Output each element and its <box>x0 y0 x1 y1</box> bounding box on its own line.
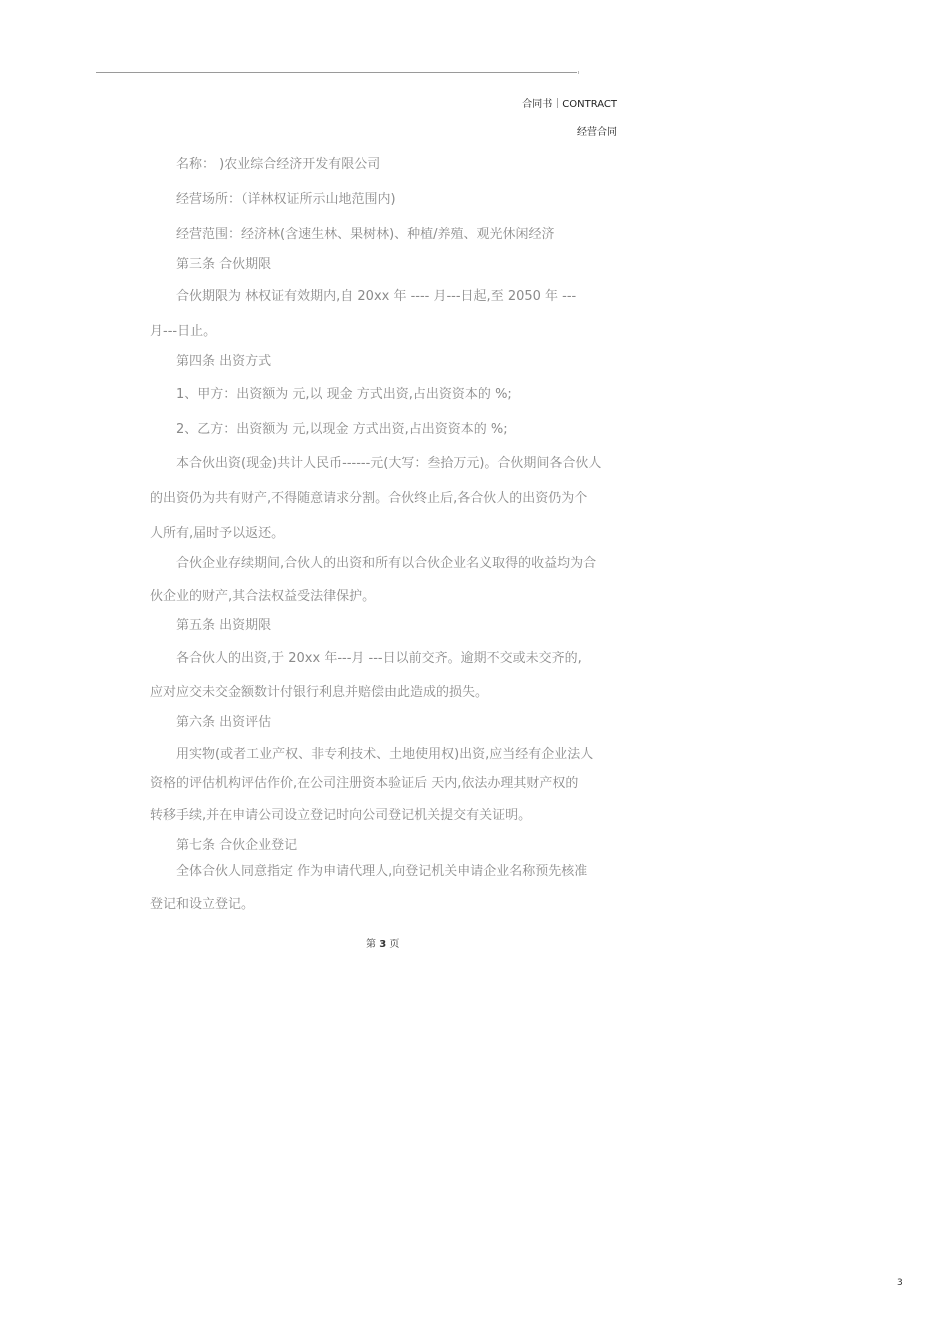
body-line: 全体合伙人同意指定 作为申请代理人,向登记机关申请企业名称预先核准 <box>176 864 588 879</box>
body-line: 资格的评估机构评估作价,在公司注册资本验证后 天内,依法办理其财产权的 <box>150 776 579 791</box>
body-line: 合伙期限为 林权证有效期内,自 20xx 年 ---- 月---日起,至 2050 年 --- <box>176 289 577 304</box>
page-suffix: 页 <box>389 939 400 950</box>
body-line: 月---日止。 <box>150 324 217 339</box>
page-number <box>366 935 399 950</box>
body-line: 经营场所：（详林权证所示山地范围内) <box>176 192 396 207</box>
body-line: 名称： )农业综合经济开发有限公司 <box>176 157 381 172</box>
article-heading: 第六条 出资评估 <box>176 715 272 730</box>
body-line: 登记和设立登记。 <box>150 897 255 912</box>
header-subtitle: 经营合同 <box>577 127 617 138</box>
article-heading: 第五条 出资期限 <box>176 618 272 633</box>
header-rule <box>96 72 577 73</box>
body-line: 转移手续,并在申请公司设立登记时向公司登记机关提交有关证明。 <box>150 808 532 823</box>
body-line: 合伙企业存续期间,合伙人的出资和所有以合伙企业名义取得的收益均为合 <box>176 556 597 571</box>
body-line: 的出资仍为共有财产,不得随意请求分割。合伙终止后,各合伙人的出资仍为个 <box>150 491 588 506</box>
article-heading: 第四条 出资方式 <box>176 354 272 369</box>
body-line: 伙企业的财产,其合法权益受法律保护。 <box>150 589 376 604</box>
body-line: 人所有,届时予以返还。 <box>150 526 285 541</box>
corner-page-number: 3 <box>897 1278 903 1288</box>
body-line: 各合伙人的出资,于 20xx 年---月 ---日以前交齐。逾期不交或未交齐的, <box>176 651 582 666</box>
header-rule-end <box>575 71 579 74</box>
body-line: 1、甲方：出资额为 元,以 现金 方式出资,占出资资本的 %; <box>176 387 512 402</box>
body-line: 应对应交未交金额数计付银行利息并赔偿由此造成的损失。 <box>150 685 489 700</box>
body-line: 用实物(或者工业产权、非专利技术、土地使用权)出资,应当经有企业法人 <box>176 747 594 762</box>
article-heading: 第三条 合伙期限 <box>176 257 272 272</box>
header-title: 合同书｜CONTRACT <box>522 99 617 110</box>
page-number-value: 3 <box>379 939 387 950</box>
body-line: 本合伙出资(现金)共计人民币------元(大写：叁拾万元)。合伙期间各合伙人 <box>176 456 602 471</box>
body-line: 经营范围：经济林(含速生林、果树林)、种植/养殖、观光休闲经济 <box>176 227 555 242</box>
article-heading: 第七条 合伙企业登记 <box>176 838 298 853</box>
page-prefix: 第 <box>366 939 376 950</box>
body-line: 2、乙方：出资额为 元,以现金 方式出资,占出资资本的 %; <box>176 422 508 437</box>
